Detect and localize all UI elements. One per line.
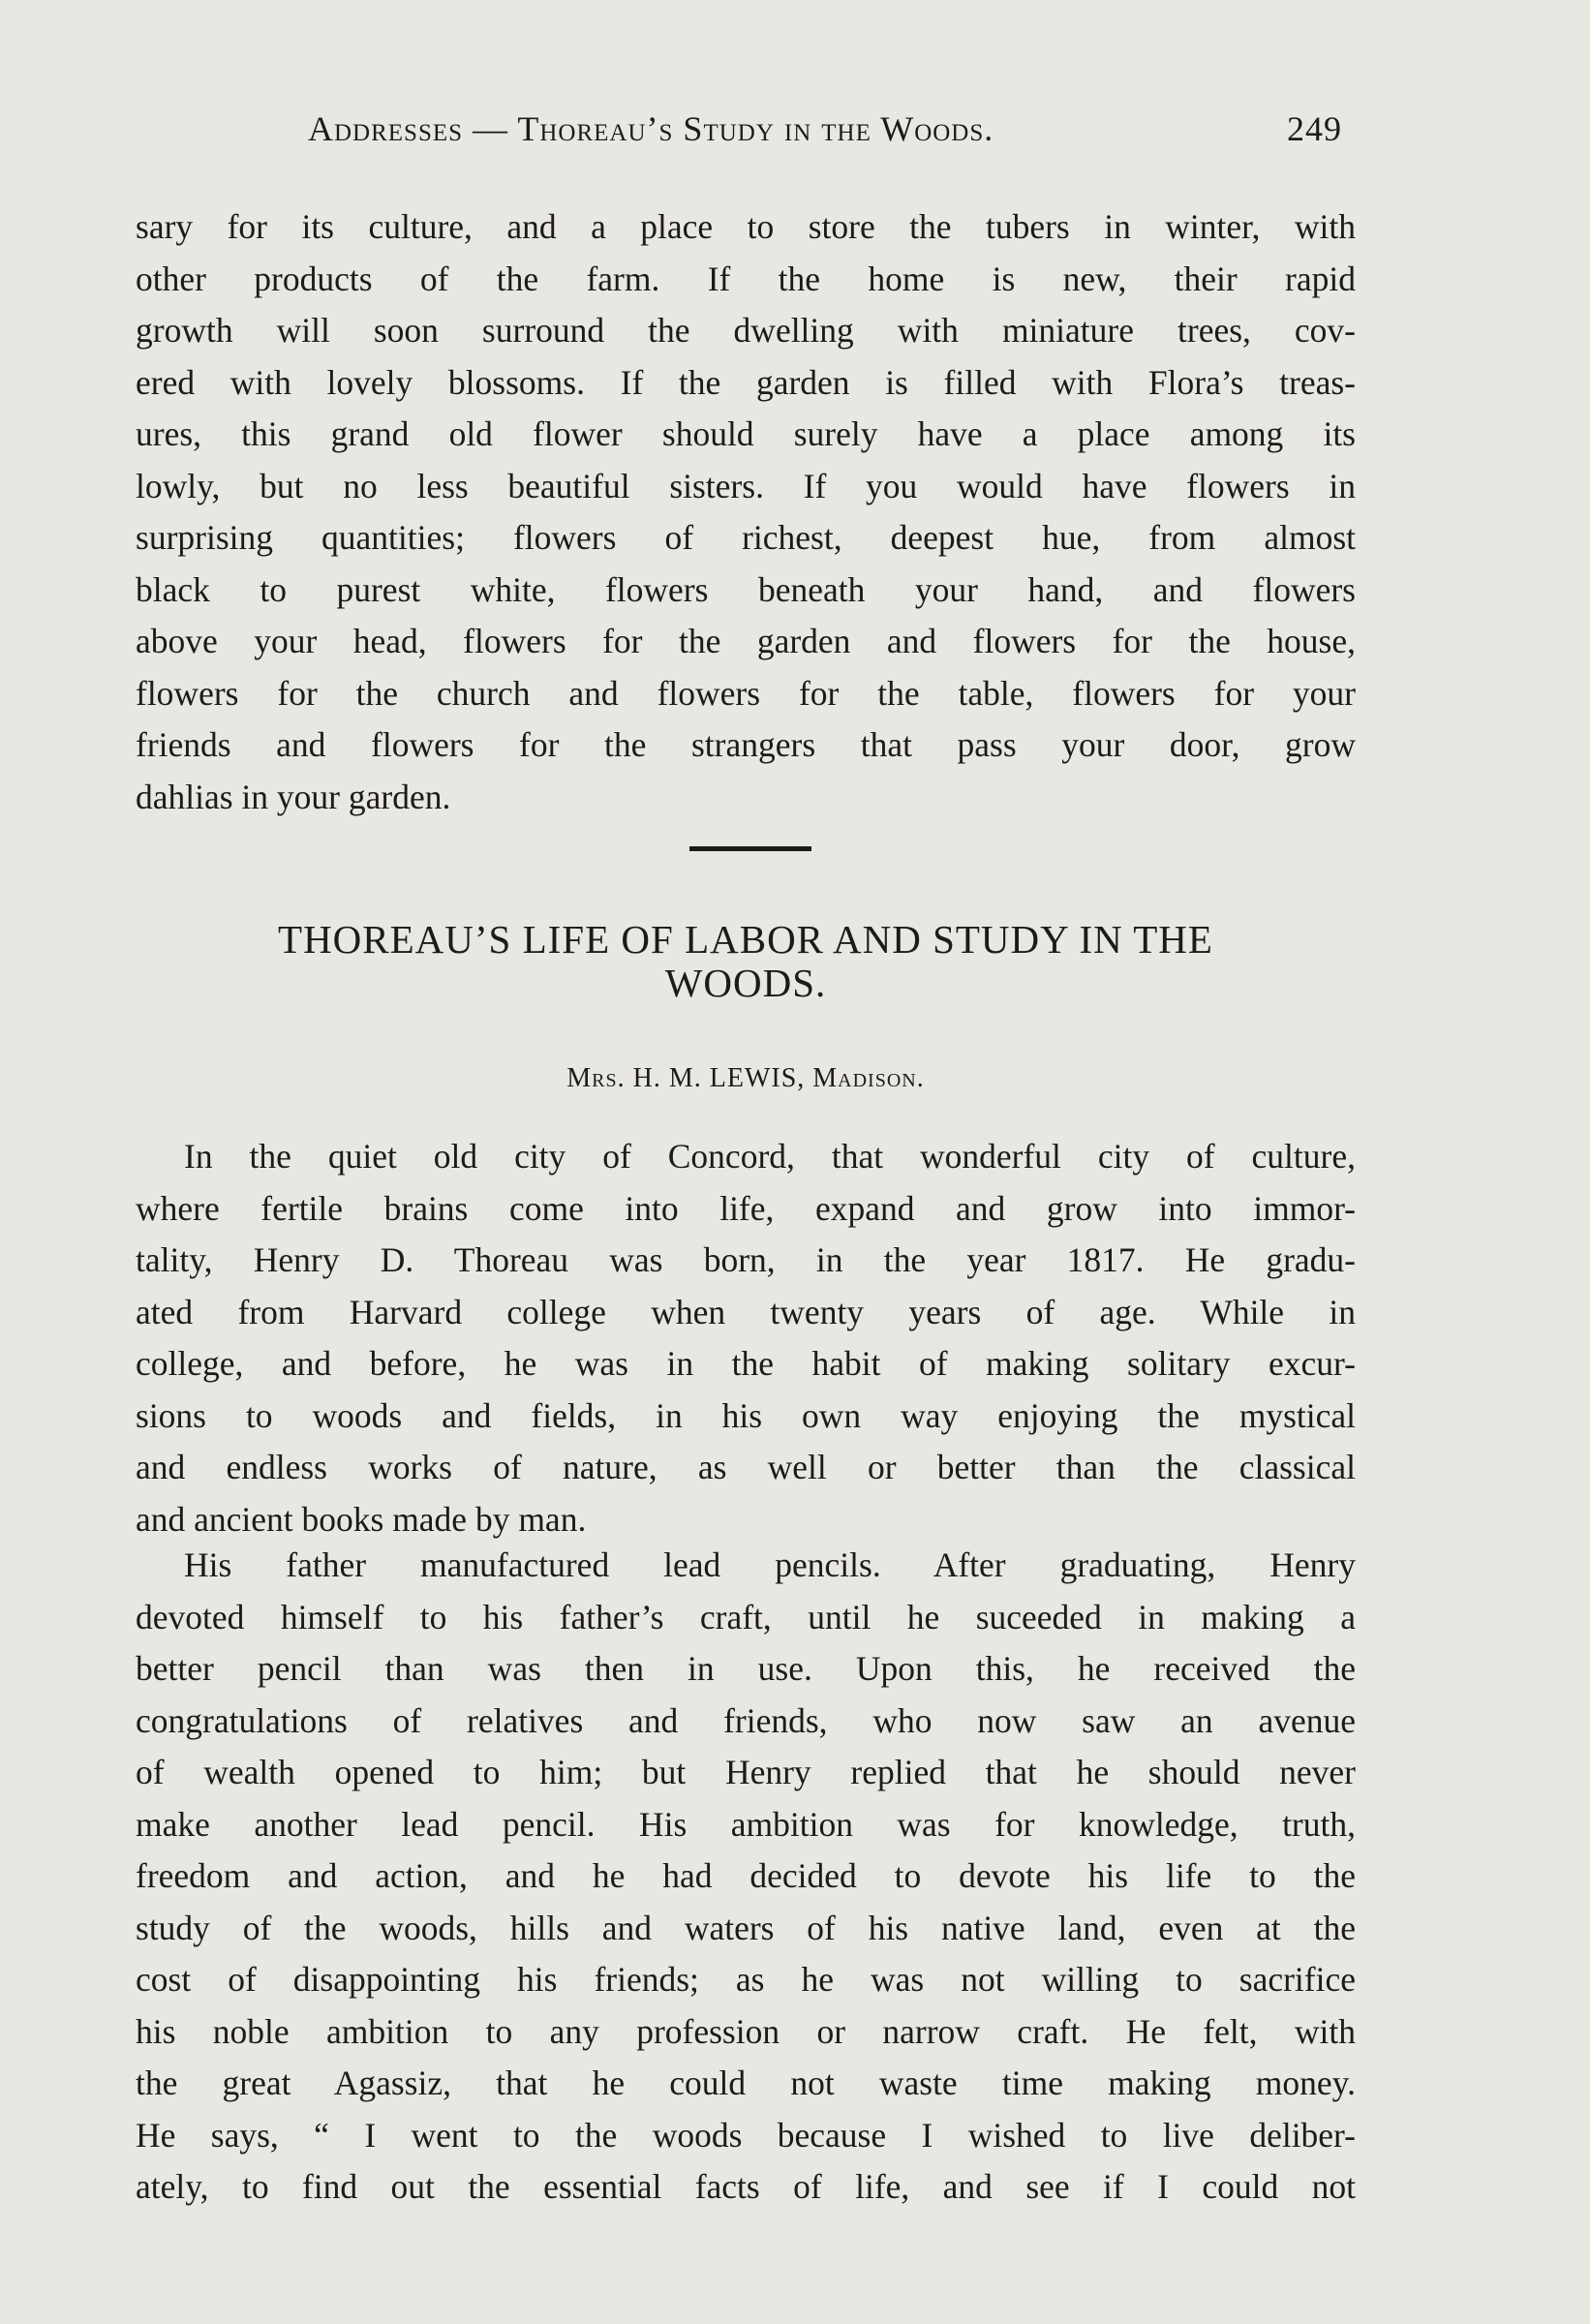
text-line: tality, Henry D. Thoreau was born, in the year 1817. He gradu-	[136, 1240, 1356, 1279]
paragraph-pencils	[136, 1540, 1356, 2214]
text-line: devoted himself to his father’s craft, until he suceeded in making a	[136, 1597, 1356, 1636]
text-line: He says, “ I went to the woods because I wished to live deliber-	[136, 2115, 1356, 2155]
text-line: dahlias in your garden.	[136, 777, 451, 816]
text-line: ered with lovely blossoms. If the garden is filled with Flora’s treas-	[136, 362, 1356, 402]
text-line: and ancient books made by man.	[136, 1499, 587, 1539]
text-line: His father manufactured lead pencils. After graduating, Henry	[184, 1545, 1356, 1584]
text-line: ated from Harvard college when twenty years of age. While in	[136, 1292, 1356, 1331]
paragraph-dahlias	[136, 201, 1356, 823]
text-line: In the quiet old city of Concord, that wonderful city of culture,	[184, 1137, 1356, 1176]
text-line: ately, to find out the essential facts of life, and see if I could not	[136, 2167, 1356, 2206]
text-line: sary for its culture, and a place to store the tubers in winter, with	[136, 207, 1356, 246]
text-line: black to purest white, flowers beneath your hand, and flowers	[136, 569, 1356, 609]
text-line: freedom and action, and he had decided to devote his life to the	[136, 1856, 1356, 1895]
text-line: friends and flowers for the strangers that pass your door, grow	[136, 725, 1356, 764]
text-line: better pencil than was then in use. Upon this, he received the	[136, 1649, 1356, 1688]
running-head	[308, 108, 1373, 167]
section-divider	[689, 846, 811, 851]
text-line: cost of disappointing his friends; as he was not willing to sacrifice	[136, 1960, 1356, 1999]
text-line: his noble ambition to any profession or narrow craft. He felt, with	[136, 2011, 1356, 2051]
article-title	[136, 918, 1356, 1005]
text-line: the great Agassiz, that he could not waste time making money.	[136, 2064, 1356, 2102]
text-line: surprising quantities; flowers of richest, deepest hue, from almost	[136, 518, 1356, 557]
article-title-line: THOREAU’S LIFE OF LABOR AND STUDY IN THE	[278, 917, 1213, 962]
text-line: college, and before, he was in the habit of making solitary excur-	[136, 1344, 1356, 1383]
text-line: growth will soon surround the dwelling with miniature trees, cov-	[136, 311, 1356, 350]
text-line: of wealth opened to him; but Henry replied that he should never	[136, 1753, 1356, 1791]
text-line: sions to woods and fields, in his own way enjoying the mystical	[136, 1395, 1356, 1435]
text-line: above your head, flowers for the garden and flowers for the house,	[136, 622, 1356, 660]
text-line: lowly, but no less beautiful sisters. If you would have flowers in	[136, 466, 1356, 505]
article-byline: Mrs. H. M. LEWIS, Madison.	[566, 1063, 925, 1093]
text-line: congratulations of relatives and friends, who now saw an avenue	[136, 1700, 1356, 1740]
text-line: flowers for the church and flowers for the table, flowers for your	[136, 673, 1356, 713]
text-line: and endless works of nature, as well or better than the classical	[136, 1448, 1356, 1486]
text-line: where fertile brains come into life, expand and grow into immor-	[136, 1188, 1356, 1228]
text-line: make another lead pencil. His ambition was for knowledge, truth,	[136, 1804, 1356, 1844]
paragraph-concord	[136, 1131, 1356, 1545]
running-head-title: Addresses — Thoreau’s Study in the Woods.	[308, 109, 994, 148]
text-line: ures, this grand old flower should surely have a place among its	[136, 414, 1356, 453]
text-line: study of the woods, hills and waters of his native land, even at the	[136, 1908, 1356, 1947]
text-line: other products of the farm. If the home is new, their rapid	[136, 259, 1356, 298]
page-number: 249	[1287, 109, 1342, 148]
article-title-line: WOODS.	[664, 961, 827, 1005]
